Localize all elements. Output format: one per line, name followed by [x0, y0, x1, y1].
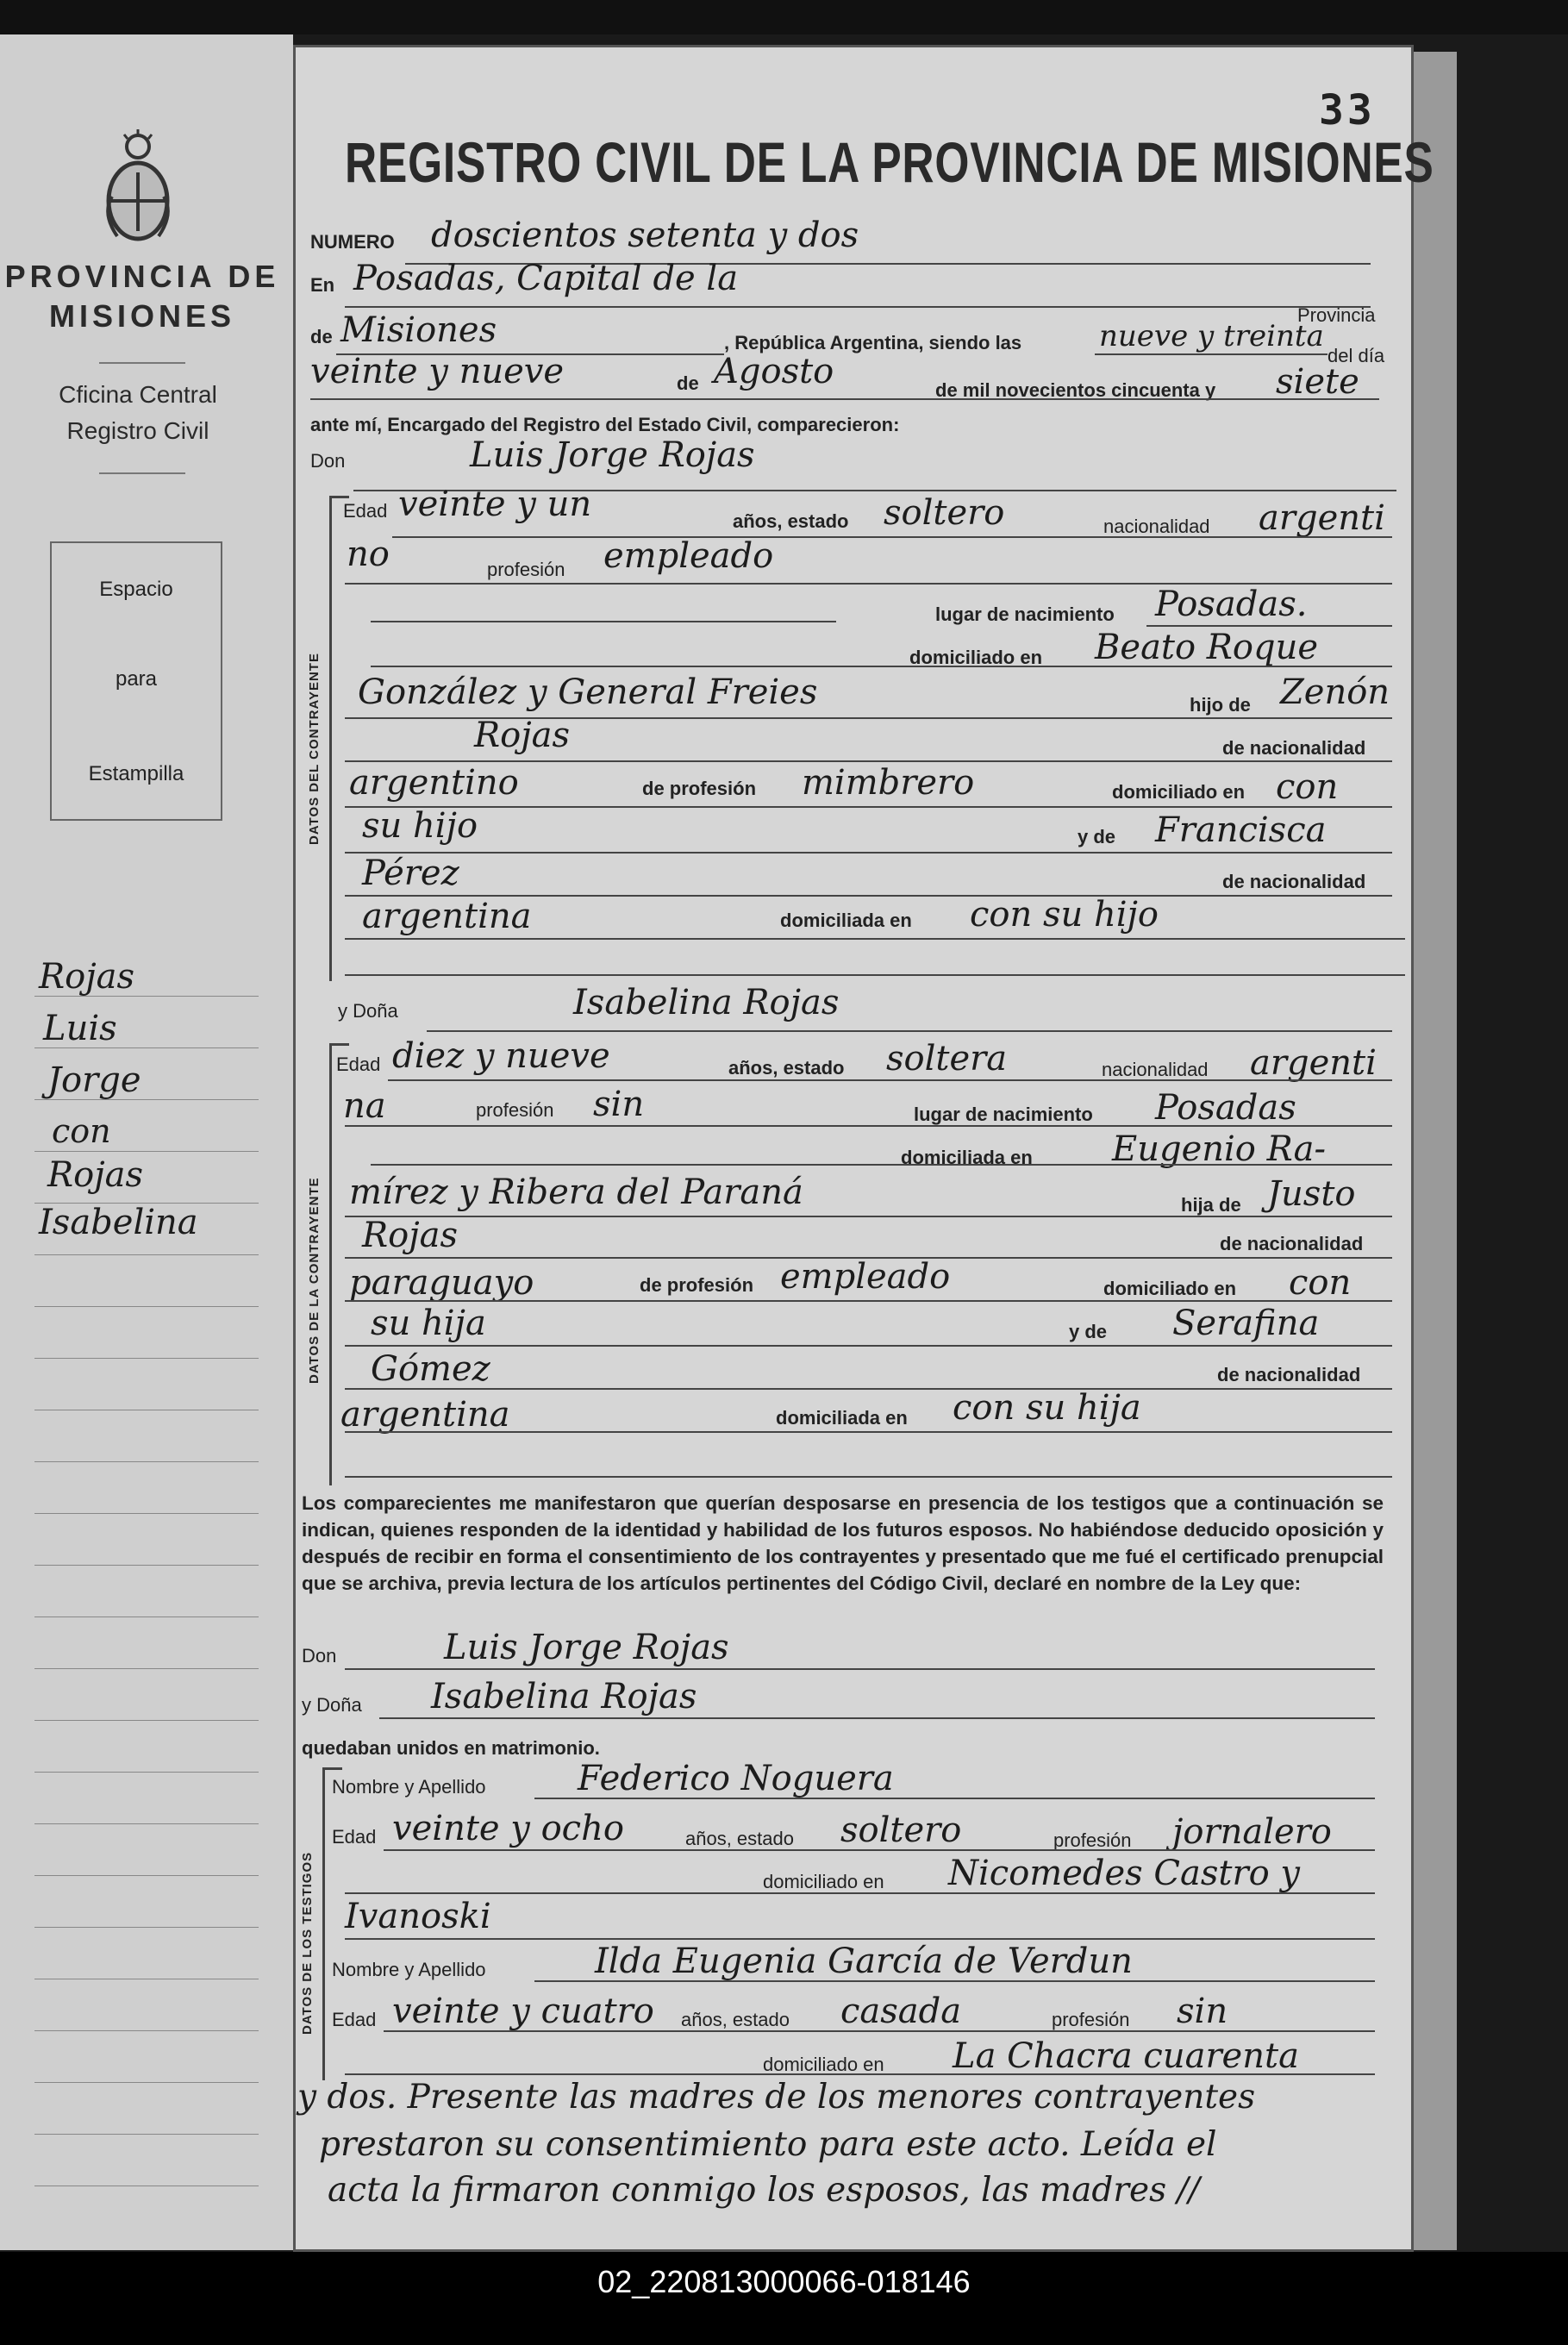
domiciliado-label-2: domiciliado en	[1112, 781, 1246, 803]
stub-rule	[34, 1875, 259, 1876]
anos-estado-label-w2: años, estado	[681, 2009, 790, 2030]
de-profesion-label-f: de profesión	[640, 1274, 754, 1296]
bride-profesion: sin	[593, 1085, 645, 1124]
margin-note-line: Isabelina	[39, 1203, 198, 1242]
bride-domicilio-1: Eugenio Ra-	[1112, 1129, 1326, 1169]
stamp-box	[50, 541, 222, 821]
page-number: 33	[1319, 86, 1376, 134]
field-line	[345, 1668, 1375, 1670]
note-line-3: acta la firmaron conmigo los esposos, las madres //	[328, 2171, 1200, 2210]
hora-value: nueve y treinta	[1099, 319, 1324, 353]
page-title: REGISTRO CIVIL DE LA PROVINCIA DE MISIONES	[345, 130, 1434, 194]
stub-rule	[34, 1772, 259, 1773]
stub-divider	[99, 472, 185, 474]
stub-rule	[34, 1565, 259, 1566]
de-mil-label: de mil novecientos cincuenta y	[935, 379, 1216, 401]
margin-note-line: con	[52, 1112, 111, 1150]
decl-don-value: Luis Jorge Rojas	[444, 1628, 729, 1667]
field-line	[345, 938, 1405, 940]
decl-dona-value: Isabelina Rojas	[431, 1677, 697, 1717]
field-line	[345, 1938, 1375, 1940]
field-line	[345, 760, 1392, 762]
bride-nacionalidad-cont: na	[343, 1086, 386, 1126]
edad-label-w2: Edad	[332, 2009, 377, 2030]
field-line	[345, 974, 1405, 976]
witness2-name: Ilda Eugenia García de Verdun	[595, 1942, 1133, 1981]
field-line	[534, 1798, 1375, 1799]
field-line	[345, 806, 1392, 808]
don-label-2: Don	[302, 1645, 337, 1667]
note-line-2: prestaron su consentimiento para este acto. Leída el	[319, 2125, 1217, 2164]
profesion-label-f: profesión	[476, 1099, 554, 1121]
groom-domicilio-2: González y General Freies	[358, 672, 818, 712]
anos-estado-label-f: años, estado	[728, 1057, 845, 1079]
domiciliada-label-f: domiciliada en	[901, 1147, 1033, 1168]
y-de-label: y de	[1078, 826, 1116, 847]
bride-father-nacionalidad: paraguayo	[349, 1263, 534, 1303]
field-line	[1095, 353, 1327, 355]
witness1-domicilio-1: Nicomedes Castro y	[948, 1854, 1300, 1893]
field-line	[345, 1388, 1392, 1390]
dona-value: Isabelina Rojas	[573, 983, 840, 1022]
field-line	[371, 621, 836, 622]
provincia-label: Provincia	[1297, 304, 1376, 326]
stub-rule	[34, 1306, 259, 1307]
stamp-label-1: Espacio	[99, 578, 173, 601]
groom-father-profesion: mimbrero	[802, 763, 975, 803]
bride-father-domicilio: con	[1289, 1263, 1352, 1303]
stub-rule	[34, 1720, 259, 1721]
groom-father-domicilio: con	[1276, 767, 1339, 807]
stamp-label-3: Estampilla	[88, 762, 184, 785]
de-nacionalidad-label-f: de nacionalidad	[1220, 1233, 1364, 1254]
declaration-text: Los comparecientes me manifestaron que querían desposarse en presencia de los testigos que a continuación se indican, quienes responden de la identidad y habilidad de los futuros esposos. No habiéndose deducido oposición y después de recibir en forma el consentimiento de los contrayentes y presentado que me fué el certificado prenupcial que se archiva, previa lectura de los artículos pertinentes del Código Civil, declaré en nombre de la Ley que:	[302, 1492, 1384, 1594]
field-line	[384, 1849, 1375, 1851]
anos-estado-label: años, estado	[733, 510, 849, 532]
groom-father-domicilio-cont: su hijo	[362, 806, 478, 846]
field-line	[345, 852, 1392, 854]
stub-province-line1: PROVINCIA DE	[4, 259, 280, 294]
bride-section-label: DATOS DE LA CONTRAYENTE	[307, 1177, 322, 1384]
binding-edge	[1414, 52, 1457, 2250]
stub-rule	[34, 1151, 259, 1152]
bride-edad: diez y nueve	[392, 1036, 610, 1076]
groom-mother: Francisca	[1155, 810, 1327, 850]
bride-father: Justo	[1267, 1174, 1356, 1214]
lugar-label-f: lugar de nacimiento	[914, 1104, 1093, 1125]
edad-label: Edad	[343, 500, 388, 522]
bride-mother-domicilio: con su hija	[953, 1388, 1141, 1428]
field-line	[371, 1164, 1392, 1166]
nombre-apellido-label-2: Nombre y Apellido	[332, 1959, 486, 1980]
footer-code: 02_220813000066-018146	[597, 2264, 971, 2299]
note-line-1: y dos. Presente las madres de los menores contrayentes	[297, 2078, 1256, 2117]
groom-father-nacionalidad: argentino	[349, 763, 519, 803]
stub-rule	[34, 1358, 259, 1359]
witness2-domicilio: La Chacra cuarenta	[953, 2036, 1299, 2076]
witness-bracket	[322, 1767, 342, 2080]
witness1-domicilio-2: Ivanoski	[345, 1897, 491, 1936]
hijo-de-label: hijo de	[1190, 694, 1251, 716]
groom-mother-cont: Pérez	[362, 854, 459, 893]
de-mes-label: de	[677, 372, 699, 394]
witness-section-label: DATOS DE LOS TESTIGOS	[300, 1851, 315, 2035]
stub-rule	[34, 1616, 259, 1617]
stub-rule	[34, 1823, 259, 1824]
groom-domicilio-1: Beato Roque	[1095, 628, 1319, 667]
bride-lugar: Posadas	[1155, 1088, 1296, 1128]
stamp-label-2: para	[115, 667, 158, 691]
don-label: Don	[310, 450, 346, 472]
stub-office-line2: Registro Civil	[66, 417, 209, 444]
groom-father-cont: Rojas	[474, 716, 570, 755]
stub-rule	[34, 2030, 259, 2031]
don-value: Luis Jorge Rojas	[470, 435, 755, 475]
nombre-apellido-label: Nombre y Apellido	[332, 1776, 486, 1798]
field-line	[379, 1717, 1375, 1719]
field-line	[345, 1476, 1392, 1478]
stub-province-line2: MISIONES	[48, 298, 236, 334]
edad-label-w1: Edad	[332, 1826, 377, 1848]
margin-note-line: Luis	[43, 1009, 117, 1048]
witness2-profesion: sin	[1177, 1992, 1228, 2031]
numero-value: doscientos setenta y dos	[431, 216, 859, 255]
left-stub-page	[0, 34, 293, 2250]
field-line	[345, 1431, 1392, 1433]
field-line	[384, 2030, 1375, 2032]
profesion-label-w2: profesión	[1052, 2009, 1130, 2030]
field-line	[371, 666, 1392, 667]
domiciliada-label-f2: domiciliada en	[776, 1407, 908, 1429]
field-line	[388, 1079, 1392, 1081]
provincia-value: Misiones	[340, 310, 497, 350]
witness1-estado: soltero	[840, 1810, 962, 1850]
dia-value: veinte y nueve	[310, 352, 565, 391]
witness1-edad: veinte y ocho	[392, 1809, 624, 1848]
bride-father-cont: Rojas	[362, 1216, 458, 1255]
stub-rule	[34, 1254, 259, 1255]
profesion-label-w1: profesión	[1053, 1829, 1132, 1851]
de-label: de	[310, 326, 333, 347]
stub-divider	[99, 362, 185, 364]
bride-mother-nacionalidad: argentina	[340, 1395, 510, 1435]
numero-label: NUMERO	[310, 231, 395, 253]
edad-label-f: Edad	[336, 1054, 381, 1075]
mes-value: Agosto	[714, 352, 834, 391]
bride-mother: Serafina	[1172, 1304, 1320, 1343]
en-value: Posadas, Capital de la	[353, 259, 739, 298]
bride-estado: soltera	[886, 1039, 1008, 1079]
y-de-label-f: y de	[1069, 1321, 1108, 1342]
bride-domicilio-2: mírez y Ribera del Paraná	[349, 1172, 803, 1212]
domiciliado-label-w2: domiciliado en	[763, 2054, 884, 2075]
lugar-label: lugar de nacimiento	[935, 603, 1115, 625]
stub-office-line1: Cficina Central	[59, 381, 217, 408]
dona-label-2: y Doña	[302, 1694, 362, 1716]
de-nacionalidad-label-2: de nacionalidad	[1222, 871, 1366, 892]
top-background	[0, 0, 1568, 34]
witness1-name: Federico Noguera	[578, 1759, 894, 1798]
field-line	[427, 1030, 1392, 1032]
field-line	[345, 1345, 1392, 1347]
bride-father-domicilio-cont: su hija	[371, 1304, 486, 1343]
field-line	[534, 1980, 1375, 1982]
en-label: En	[310, 274, 335, 296]
groom-estado: soltero	[884, 493, 1005, 533]
stub-rule	[34, 1927, 259, 1928]
stub-rule	[34, 1668, 259, 1669]
de-nacionalidad-label-f2: de nacionalidad	[1217, 1364, 1361, 1385]
de-profesion-label: de profesión	[642, 778, 757, 799]
bride-mother-cont: Gómez	[371, 1349, 490, 1389]
bride-nacionalidad: argenti	[1250, 1043, 1377, 1083]
field-line	[345, 1216, 1392, 1217]
domiciliado-label: domiciliado en	[909, 647, 1043, 668]
quedaban-label: quedaban unidos en matrimonio.	[302, 1737, 600, 1759]
bride-father-profesion: empleado	[780, 1257, 951, 1297]
dona-label: y Doña	[338, 1000, 398, 1022]
de-nacionalidad-label: de nacionalidad	[1222, 737, 1366, 759]
margin-note-line: Jorge	[47, 1060, 141, 1100]
field-line	[345, 1300, 1392, 1302]
domiciliado-label-f: domiciliado en	[1103, 1278, 1237, 1299]
domiciliado-label-w1: domiciliado en	[763, 1871, 884, 1892]
stub-rule	[34, 1461, 259, 1462]
groom-profesion: empleado	[603, 536, 774, 576]
groom-mother-domicilio: con su hijo	[970, 895, 1159, 935]
stub-rule	[34, 1513, 259, 1514]
field-line	[392, 536, 1392, 538]
republica-label: , República Argentina, siendo las	[724, 332, 1022, 353]
groom-lugar: Posadas.	[1155, 585, 1308, 624]
groom-father: Zenón	[1280, 672, 1390, 712]
groom-edad: veinte y un	[398, 485, 592, 524]
anos-estado-label-w1: años, estado	[685, 1828, 794, 1849]
field-line	[1146, 625, 1392, 627]
ante-mi-label: ante mí, Encargado del Registro del Estado Civil, comparecieron:	[310, 414, 900, 435]
field-line	[345, 2073, 1375, 2075]
stub-rule	[34, 2082, 259, 2083]
field-line	[310, 398, 1379, 400]
stub-rule	[34, 2134, 259, 2135]
groom-nacionalidad: argenti	[1259, 498, 1385, 538]
field-line	[345, 306, 1371, 308]
witness2-estado: casada	[840, 1992, 962, 2031]
margin-note-line: Rojas	[39, 957, 134, 997]
profesion-label: profesión	[487, 559, 565, 580]
nacionalidad-label-f: nacionalidad	[1102, 1059, 1209, 1080]
groom-section-label: DATOS DEL CONTRAYENTE	[307, 653, 322, 845]
nacionalidad-label: nacionalidad	[1103, 516, 1210, 537]
coat-of-arms-icon	[95, 128, 181, 248]
witness2-edad: veinte y cuatro	[392, 1992, 654, 2031]
hija-de-label: hija de	[1181, 1194, 1241, 1216]
groom-nacionalidad-cont: no	[347, 535, 390, 574]
margin-note-line: Rojas	[47, 1155, 143, 1195]
field-line	[345, 1892, 1375, 1894]
anio-value: siete	[1276, 362, 1359, 402]
witness1-profesion: jornalero	[1172, 1812, 1332, 1852]
del-dia-label: del día	[1327, 345, 1385, 366]
field-line	[345, 1125, 1392, 1127]
domiciliada-label: domiciliada en	[780, 910, 912, 931]
groom-mother-nacionalidad: argentina	[362, 897, 532, 936]
